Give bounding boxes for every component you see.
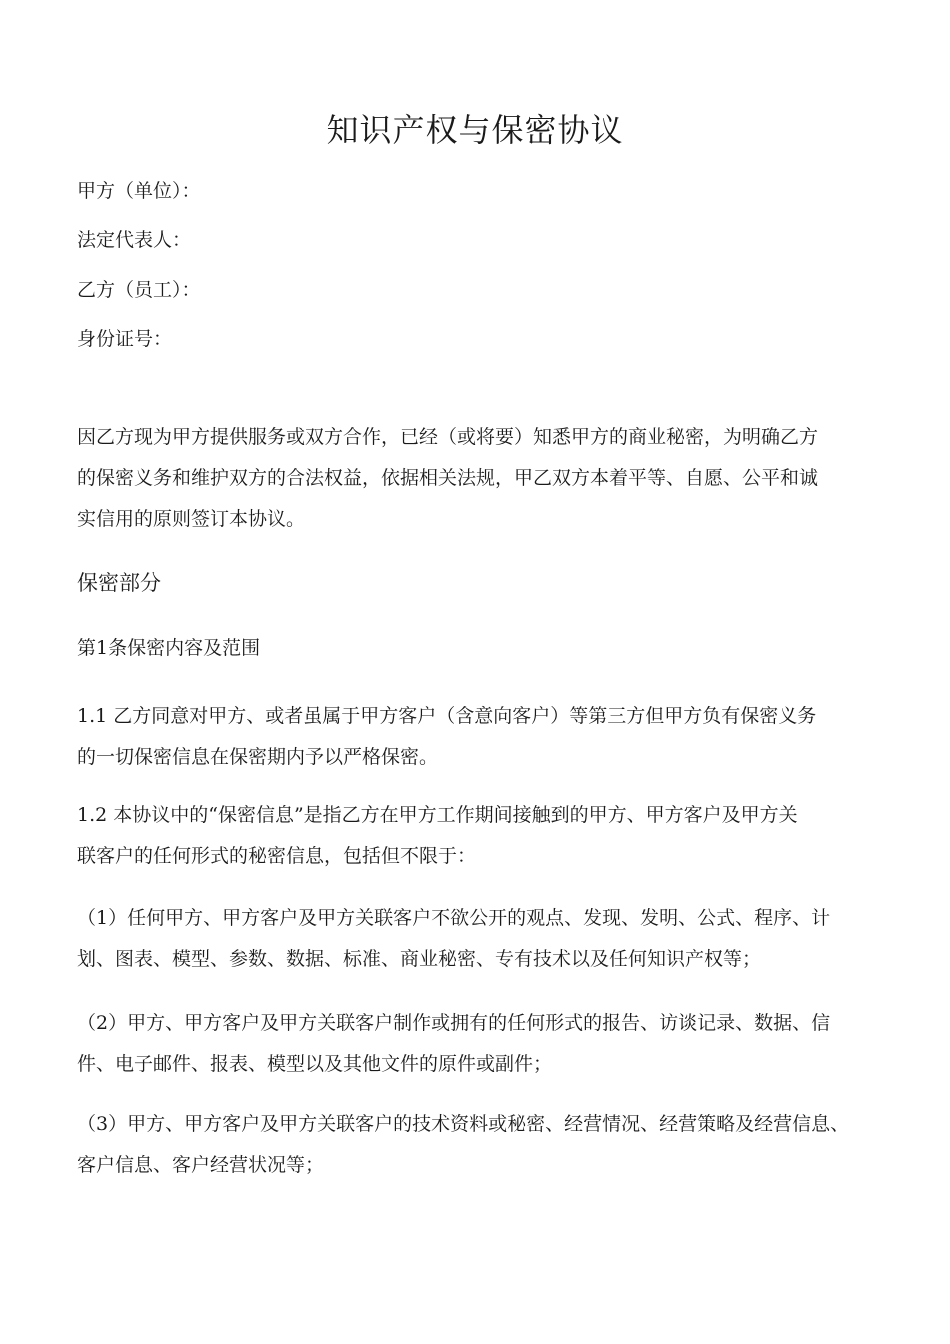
list-item-line: 件、电子邮件、报表、模型以及其他文件的原件或副件；	[77, 1053, 553, 1075]
list-item-line: 划、图表、模型、参数、数据、标准、商业秘密、专有技术以及任何知识产权等；	[77, 948, 762, 970]
clause-line: 1.2 本协议中的“保密信息”是指乙方在甲方工作期间接触到的甲方、甲方客户及甲方关	[77, 804, 798, 826]
list-item-3	[77, 1104, 889, 1186]
list-item-line: （1）任何甲方、甲方客户及甲方关联客户不欲公开的观点、发现、发明、公式、程序、计	[77, 907, 831, 929]
list-item-line: （2）甲方、甲方客户及甲方关联客户制作或拥有的任何形式的报告、访谈记录、数据、信	[77, 1012, 831, 1034]
clause-line: 联客户的任何形式的秘密信息，包括但不限于：	[77, 845, 477, 867]
preamble-paragraph	[77, 417, 889, 540]
list-item-1	[77, 898, 889, 980]
document-title: 知识产权与保密协议	[326, 111, 624, 149]
preamble-line: 因乙方现为甲方提供服务或双方合作，已经（或将要）知悉甲方的商业秘密，为明确乙方	[77, 426, 819, 448]
party-b-field: 乙方（员工）：	[77, 279, 201, 301]
id-number-field: 身份证号：	[77, 328, 173, 350]
clause-line: 1.1 乙方同意对甲方、或者虽属于甲方客户（含意向客户）等第三方但甲方负有保密义务	[77, 705, 817, 727]
party-a-field: 甲方（单位）：	[77, 180, 201, 202]
section-heading: 保密部分	[77, 571, 161, 595]
list-item-2	[77, 1003, 889, 1085]
clause-line: 的一切保密信息在保密期内予以严格保密。	[77, 746, 439, 768]
list-item-line: （3）甲方、甲方客户及甲方关联客户的技术资料或秘密、经营情况、经营策略及经营信息、	[77, 1113, 850, 1135]
list-item-line: 客户信息、客户经营状况等；	[77, 1154, 325, 1176]
article-1-title: 第1条保密内容及范围	[77, 637, 261, 659]
clause-1-1	[77, 696, 889, 778]
clause-1-2	[77, 795, 889, 877]
preamble-line: 实信用的原则签订本协议。	[77, 508, 306, 530]
legal-representative-field: 法定代表人：	[77, 229, 192, 251]
preamble-line: 的保密义务和维护双方的合法权益，依据相关法规，甲乙双方本着平等、自愿、公平和诚	[77, 467, 819, 489]
